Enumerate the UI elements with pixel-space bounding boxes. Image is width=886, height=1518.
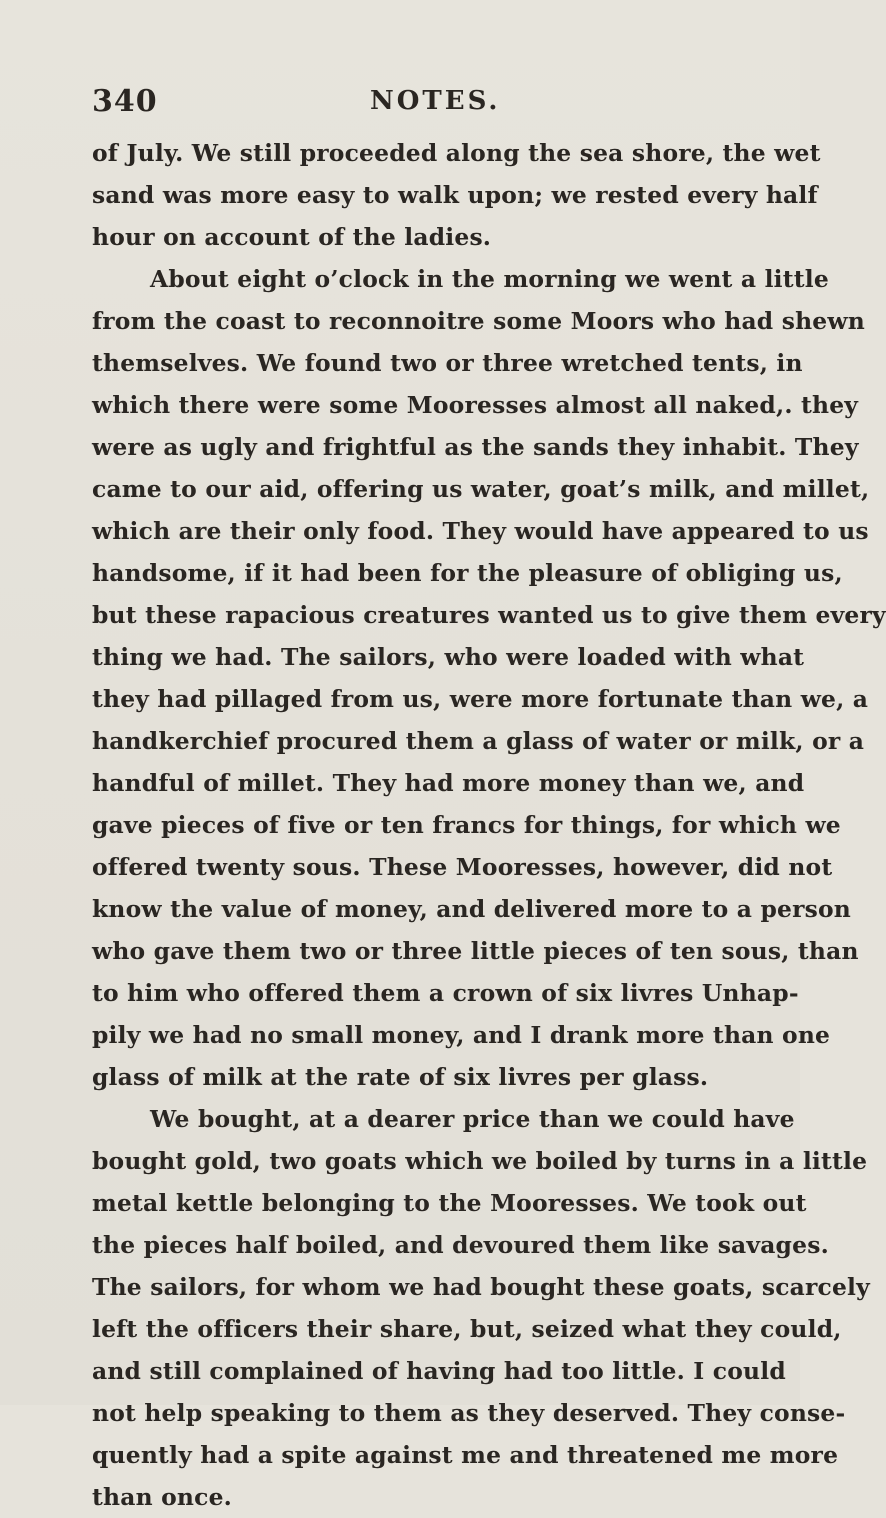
text-line: We bought, at a dearer price than we could have xyxy=(150,1105,795,1133)
text-line: were as ugly and frightful as the sands they inhabit. They xyxy=(92,433,859,461)
text-line: About eight o’clock in the morning we went a little xyxy=(150,265,829,293)
text-line: pily we had no small money, and I drank more than one xyxy=(92,1021,831,1049)
text-line: themselves. We found two or three wretched tents, in xyxy=(92,349,803,377)
text-line: know the value of money, and delivered more to a person xyxy=(92,895,852,923)
text-line: which are their only food. They would have appeared to us xyxy=(92,517,869,545)
text-line: sand was more easy to walk upon; we rested every half xyxy=(92,181,818,209)
page-number: 340 xyxy=(92,84,158,119)
text-line: to him who offered them a crown of six livres Unhap- xyxy=(92,979,799,1007)
text-line: bought gold, two goats which we boiled by turns in a little xyxy=(92,1147,868,1175)
text-line: The sailors, for whom we had bought these goats, scarcely xyxy=(92,1273,870,1301)
body-text xyxy=(92,132,886,1518)
text-line: gave pieces of five or ten francs for things, for which we xyxy=(92,811,841,839)
text-line: offered twenty sous. These Mooresses, however, did not xyxy=(92,853,833,881)
text-line: left the officers their share, but, seized what they could, xyxy=(92,1315,842,1343)
text-line: handsome, if it had been for the pleasure of obliging us, xyxy=(92,559,843,587)
text-line: metal kettle belonging to the Mooresses. We took out xyxy=(92,1189,807,1217)
text-line: thing we had. The sailors, who were loaded with what xyxy=(92,643,805,671)
text-line: handful of millet. They had more money than we, and xyxy=(92,769,805,797)
text-line: but these rapacious creatures wanted us to give them every xyxy=(92,601,886,629)
text-line: quently had a spite against me and threatened me more xyxy=(92,1441,839,1469)
text-line: handkerchief procured them a glass of water or milk, or a xyxy=(92,727,865,755)
text-line: not help speaking to them as they deserved. They conse- xyxy=(92,1399,846,1427)
text-line: than once. xyxy=(92,1483,232,1511)
text-line: they had pillaged from us, were more fortunate than we, a xyxy=(92,685,869,713)
text-line: and still complained of having had too little. I could xyxy=(92,1357,786,1385)
text-line: hour on account of the ladies. xyxy=(92,223,492,251)
text-line: the pieces half boiled, and devoured them like savages. xyxy=(92,1231,829,1259)
text-line: which there were some Mooresses almost all naked,. they xyxy=(92,391,859,419)
running-head: NOTES. xyxy=(370,86,501,116)
text-line: from the coast to reconnoitre some Moors who had shewn xyxy=(92,307,865,335)
page-header xyxy=(92,84,712,120)
text-line: of July. We still proceeded along the sea shore, the wet xyxy=(92,139,821,167)
text-line: who gave them two or three little pieces of ten sous, than xyxy=(92,937,859,965)
text-line: came to our aid, offering us water, goat’s milk, and millet, xyxy=(92,475,870,503)
text-line: glass of milk at the rate of six livres per glass. xyxy=(92,1063,709,1091)
